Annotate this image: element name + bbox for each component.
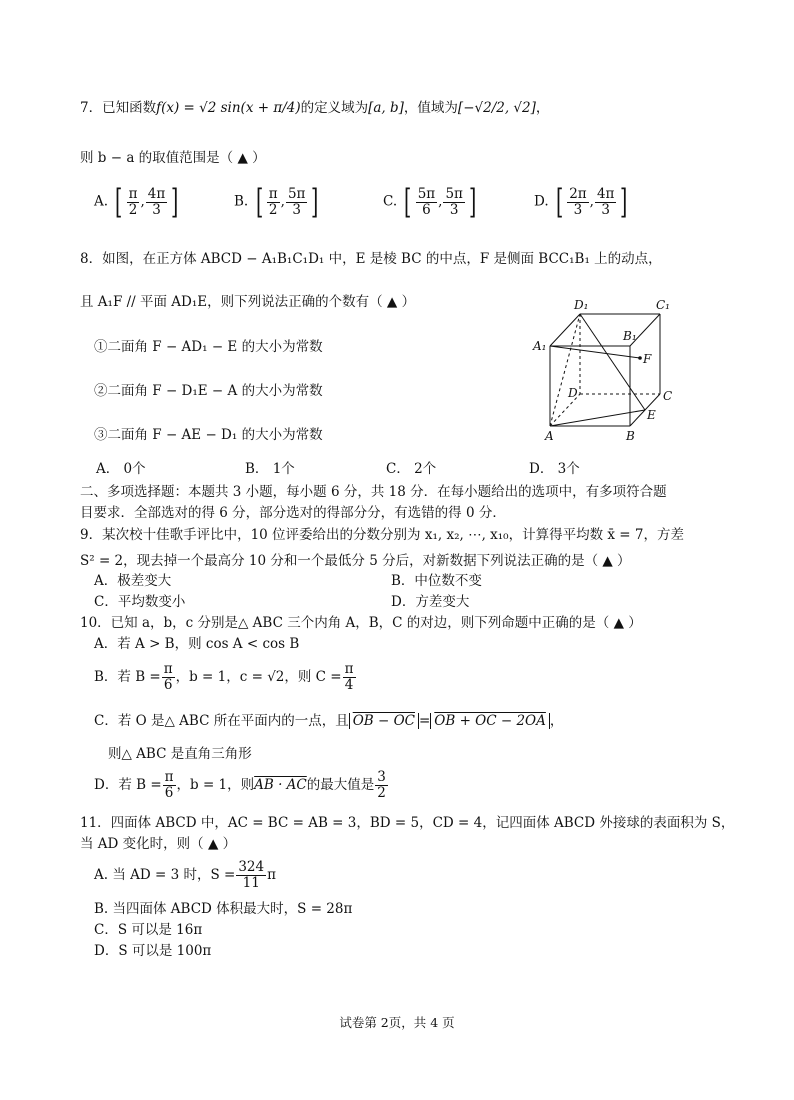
q8-item-2: ②二面角 F − D₁E − A 的大小为常数 bbox=[94, 383, 323, 399]
page-footer: 试卷第 2页，共 4 页 bbox=[339, 1015, 455, 1030]
q7-domain: [a, b] bbox=[368, 100, 404, 116]
q7-mid2: ，值域为 bbox=[403, 100, 458, 116]
q10-b-six: 6 bbox=[163, 677, 173, 693]
q7-line2: 则 b − a 的取值范围是（ ▲ ） bbox=[80, 150, 266, 166]
q10-option-c bbox=[94, 711, 563, 731]
q10-d-vec: AB · AC bbox=[254, 777, 307, 793]
q10-c-post: ， bbox=[549, 713, 564, 729]
q10-b-mid: ，b = 1，c = √2，则 C = bbox=[175, 669, 342, 685]
q7-b-left-num: π bbox=[268, 185, 278, 202]
q10-c-vec2: OB + OC − 2OA bbox=[434, 713, 546, 729]
q7-option-a: A. [ $\frac{\pi}{2}$ , $\frac{4\pi}{3}$ ] bbox=[94, 182, 179, 222]
q7-c-left-num: 5π bbox=[417, 185, 436, 202]
q7-opt-d-label: D. bbox=[534, 193, 549, 210]
q8-option-c: C． 2个 bbox=[386, 461, 437, 477]
q7-b-left-den: 2 bbox=[268, 201, 278, 218]
q11-option-b: B. 当四面体 ABCD 体积最大时，S = 28π bbox=[94, 901, 353, 917]
q8-option-a: A． 0个 bbox=[96, 461, 146, 477]
q7-function: f(x) = √2 sin(x + π/4) bbox=[156, 100, 301, 116]
point-f bbox=[638, 356, 642, 360]
q7-d-right-den: 3 bbox=[601, 201, 610, 218]
q8-option-b: B． 1个 bbox=[245, 461, 295, 477]
q9-option-c: C．平均数变小 bbox=[94, 594, 186, 610]
label-b1: B₁ bbox=[623, 329, 637, 343]
q11-line2: 当 AD 变化时，则（ ▲ ） bbox=[80, 836, 237, 852]
q10-d-two: 2 bbox=[377, 785, 386, 801]
label-b: B bbox=[626, 429, 635, 443]
q11-option-d: D．S 可以是 100π bbox=[94, 943, 212, 959]
q8-item-1: ①二面角 F − AD₁ − E 的大小为常数 bbox=[94, 339, 323, 355]
q10-d-three: 3 bbox=[377, 769, 386, 785]
q7-option-d: D. [ $\frac{2\pi}{3}$ , $\frac{4\pi}{3}$ ] bbox=[534, 182, 628, 222]
line-a1f bbox=[550, 346, 640, 358]
q10-d-pi: π bbox=[164, 769, 174, 785]
q7-opt-c-label: C. bbox=[383, 193, 398, 210]
q10-c-eq: = bbox=[418, 713, 431, 729]
edge-a1d1 bbox=[550, 314, 580, 346]
q7-opt-b-label: B. bbox=[234, 193, 249, 210]
q7-c-right-num: 5π bbox=[445, 185, 463, 202]
label-d1: D₁ bbox=[574, 298, 589, 312]
q11-a-num: 324 bbox=[238, 859, 265, 875]
q7-a-left-den: 2 bbox=[128, 201, 138, 218]
section2-line1: 二、多项选择题：本题共 3 小题，每小题 6 分，共 18 分．在每小题给出的选项中，有多项符合题 bbox=[80, 484, 667, 500]
cube-figure bbox=[530, 296, 680, 446]
q10-d-six: 6 bbox=[164, 785, 174, 801]
q10-option-b bbox=[94, 662, 357, 696]
q7-b-right-num: 5π bbox=[287, 185, 306, 202]
q7-line1: 7．已知函数f(x) = √2 sin(x + π/4)的定义域为[a, b]，值域为[−√2/2, √2]， bbox=[80, 100, 550, 116]
q10-d-mid: ，b = 1，则 bbox=[176, 777, 255, 793]
q7-b-right-den: 3 bbox=[292, 201, 301, 218]
label-c1: C₁ bbox=[656, 298, 670, 312]
q7-d-right-num: 4π bbox=[596, 185, 615, 202]
q10-option-d bbox=[94, 770, 389, 804]
q10-b-pre: B．若 B = bbox=[94, 669, 161, 685]
label-d: D bbox=[568, 386, 578, 400]
q7-lead: 7．已知函数 bbox=[80, 100, 157, 116]
q9-line2: S² = 2，现去掉一个最高分 10 分和一个最低分 5 分后，对新数据下列说法正确的是（ ▲ ） bbox=[80, 553, 631, 569]
q10-c-vec1: OB − OC bbox=[352, 713, 415, 729]
q7-d-left-num: 2π bbox=[569, 185, 587, 202]
label-a1: A₁ bbox=[533, 339, 547, 353]
q10-c-pre: C．若 O 是△ ABC 所在平面内的一点，且 bbox=[94, 713, 349, 729]
q10-option-a: A．若 A > B，则 cos A < cos B bbox=[94, 636, 300, 652]
q8-option-d: D． 3个 bbox=[529, 461, 580, 477]
q9-option-d: D．方差变大 bbox=[391, 594, 470, 610]
q9-line1: 9．某次校十佳歌手评比中，10 位评委给出的分数分别为 x₁, x₂, ⋯, x₁₀，计算得平均数 x̄ = 7，方差 bbox=[80, 527, 684, 543]
q10-b-pi: π bbox=[163, 661, 173, 677]
q11-a-post: π bbox=[267, 867, 276, 883]
q8-item-3: ③二面角 F − AE − D₁ 的大小为常数 bbox=[94, 427, 323, 443]
q11-line1: 11．四面体 ABCD 中，AC = BC = AB = 3，BD = 5，CD = 4，记四面体 ABCD 外接球的表面积为 S， bbox=[80, 815, 735, 831]
q7-a-right-num: 4π bbox=[147, 185, 166, 202]
q7-option-b: B. [ $\frac{\pi}{2}$ , $\frac{5\pi}{3}$ ] bbox=[234, 182, 319, 222]
q7-mid1: 的定义域为 bbox=[300, 100, 369, 116]
q11-option-a bbox=[94, 860, 276, 894]
q9-option-b: B．中位数不变 bbox=[391, 573, 482, 589]
section2-line2: 目要求．全部选对的得 6 分，部分选对的得部分分，有选错的得 0 分． bbox=[80, 505, 506, 521]
line-ad1-hidden bbox=[550, 314, 580, 426]
q7-a-left-num: π bbox=[128, 185, 138, 202]
q7-c-right-den: 3 bbox=[449, 201, 459, 218]
label-e: E bbox=[647, 408, 656, 422]
q7-opt-a-label: A. bbox=[94, 193, 109, 210]
q8-line1: 8．如图，在正方体 ABCD − A₁B₁C₁D₁ 中，E 是棱 BC 的中点，F 是侧面 BCC₁B₁ 上的动点， bbox=[80, 251, 662, 267]
q10-option-c-line2: 则△ ABC 是直角三角形 bbox=[108, 746, 252, 762]
q7-option-c: C. [ $\frac{5\pi}{6}$ , $\frac{5\pi}{3}$ ] bbox=[383, 182, 477, 222]
q11-a-den: 11 bbox=[242, 875, 260, 891]
q7-range: [−√2/2, √2] bbox=[457, 100, 536, 116]
q10-b-four: 4 bbox=[344, 677, 354, 693]
line-ae bbox=[550, 410, 645, 426]
q10-b-pi2: π bbox=[344, 661, 354, 677]
q10-d-post: 的最大值是 bbox=[306, 777, 375, 793]
q7-d-left-den: 3 bbox=[573, 201, 583, 218]
q10-line1: 10．已知 a，b，c 分别是△ ABC 三个内角 A，B，C 的对边，则下列命题中正确的是（ ▲ ） bbox=[80, 615, 642, 631]
label-f: F bbox=[643, 352, 652, 366]
q11-a-pre: A. 当 AD = 3 时，S = bbox=[94, 867, 236, 883]
q7-a-right-den: 3 bbox=[152, 201, 161, 218]
q7-c-left-den: 6 bbox=[422, 201, 431, 218]
q9-option-a: A．极差变大 bbox=[94, 573, 172, 589]
q8-line2: 且 A₁F // 平面 AD₁E，则下列说法正确的个数有（ ▲ ） bbox=[80, 294, 416, 310]
label-a: A bbox=[545, 429, 554, 443]
q10-d-pre: D．若 B = bbox=[94, 777, 162, 793]
label-c: C bbox=[663, 389, 673, 403]
q11-option-c: C．S 可以是 16π bbox=[94, 922, 203, 938]
